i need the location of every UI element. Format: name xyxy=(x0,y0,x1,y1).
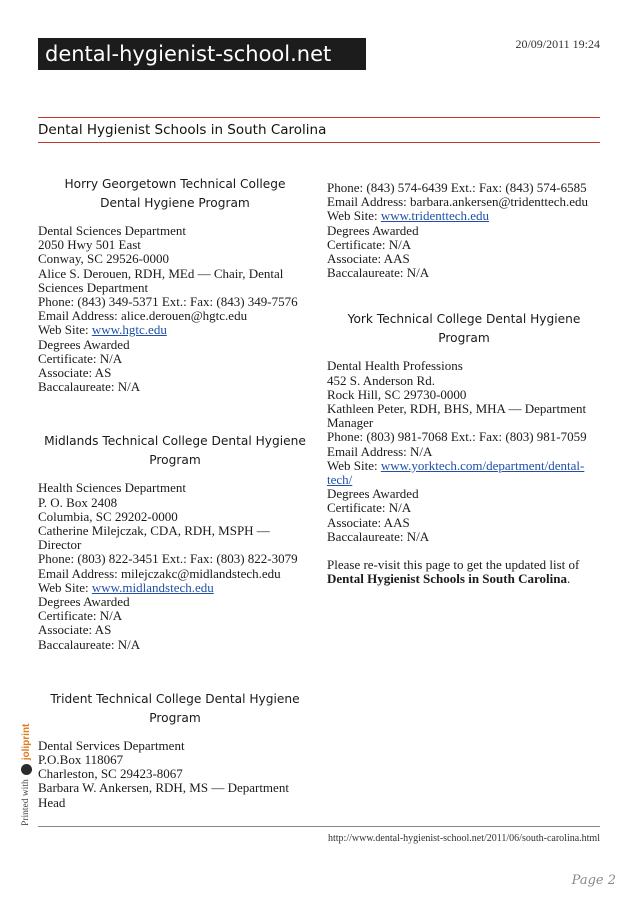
school-phone: Phone: (803) 981-7068 Ext.: Fax: (803) 981-7059 xyxy=(327,429,587,445)
degree-line: Degrees Awarded xyxy=(327,222,419,238)
revisit-note xyxy=(327,558,601,586)
school-website xyxy=(327,459,601,487)
school-line: P. O. Box 2408 xyxy=(38,494,118,510)
note-end: . xyxy=(566,571,571,587)
degree-line: Degrees Awarded xyxy=(327,486,419,502)
school-phone: Phone: (803) 822-3451 Ext.: Fax: (803) 822-3079 xyxy=(38,551,298,567)
school-line: 2050 Hwy 501 East xyxy=(38,237,141,253)
school-contact: Catherine Milejczak, CDA, RDH, MSPH — Director xyxy=(38,523,270,553)
website-label: Web Site: xyxy=(38,322,92,338)
footer-rule xyxy=(38,826,600,827)
school-website xyxy=(38,581,312,595)
website-link[interactable]: www.yorktech.com/department/dental-tech/ xyxy=(327,457,585,488)
school-line: P.O.Box 118067 xyxy=(38,752,124,768)
note-text: Please re-visit this page to get the updated list of xyxy=(327,557,580,573)
school-line: Charleston, SC 29423-8067 xyxy=(38,766,183,782)
school-website xyxy=(38,323,312,337)
print-timestamp: 20/09/2011 19:24 xyxy=(515,37,600,51)
school-line: Conway, SC 29526-0000 xyxy=(38,251,169,267)
degree-line: Certificate: N/A xyxy=(38,350,123,366)
right-column xyxy=(327,181,601,586)
degree-line: Baccalaureate: N/A xyxy=(327,265,430,281)
school-line: Health Sciences Department xyxy=(38,480,186,496)
school-section xyxy=(38,690,312,810)
website-label: Web Site: xyxy=(327,208,381,224)
school-line: Dental Services Department xyxy=(38,737,185,753)
website-link[interactable]: www.hgtc.edu xyxy=(91,322,167,338)
title-rule-top xyxy=(38,117,600,118)
site-logo: dental-hygienist-school.net xyxy=(38,38,366,70)
school-line: Dental Sciences Department xyxy=(38,223,186,238)
school-email: Email Address: alice.derouen@hgtc.edu xyxy=(38,308,248,324)
degree-line: Associate: AS xyxy=(38,622,112,638)
school-email: Email Address: barbara.ankersen@tridenttech.edu xyxy=(327,194,589,210)
school-phone: Phone: (843) 574-6439 Ext.: Fax: (843) 574-6585 xyxy=(327,180,587,195)
printed-with-badge xyxy=(18,686,34,826)
joliprint-brand: joliprint xyxy=(20,723,32,761)
degree-line: Certificate: N/A xyxy=(38,608,123,624)
degree-line: Degrees Awarded xyxy=(38,336,130,352)
degree-line: Certificate: N/A xyxy=(327,236,412,252)
school-email: Email Address: N/A xyxy=(327,443,433,459)
school-line: Rock Hill, SC 29730-0000 xyxy=(327,386,467,402)
website-link[interactable]: www.tridenttech.edu xyxy=(380,208,490,224)
school-section xyxy=(327,310,601,544)
degree-line: Associate: AAS xyxy=(327,251,410,267)
footer-url: http://www.dental-hygienist-school.net/2011/06/south-carolina.html xyxy=(328,833,600,844)
website-label: Web Site: xyxy=(327,457,381,473)
website-link[interactable]: www.midlandstech.edu xyxy=(91,579,214,595)
school-title: Trident Technical College Dental Hygiene Program xyxy=(50,691,300,725)
school-email: Email Address: milejczakc@midlandstech.edu xyxy=(38,565,281,581)
school-website xyxy=(327,209,601,223)
page-number: Page 2 xyxy=(571,873,616,888)
school-section xyxy=(38,175,312,394)
degree-line: Associate: AS xyxy=(38,365,112,381)
page-title: Dental Hygienist Schools in South Carolina xyxy=(38,122,327,138)
school-title: Horry Georgetown Technical College Dental Hygiene Program xyxy=(64,177,286,210)
title-rule-bottom xyxy=(38,142,600,143)
school-line: Dental Health Professions xyxy=(327,358,463,374)
degree-line: Degrees Awarded xyxy=(38,594,130,610)
school-contact: Alice S. Derouen, RDH, MEd — Chair, Dental Sciences Department xyxy=(38,265,284,295)
degree-line: Certificate: N/A xyxy=(327,500,412,516)
school-line: 452 S. Anderson Rd. xyxy=(327,372,435,388)
school-title: York Technical College Dental Hygiene Program xyxy=(347,312,581,346)
school-section xyxy=(38,432,312,651)
school-contact: Barbara W. Ankersen, RDH, MS — Department Head xyxy=(38,780,289,810)
degree-line: Baccalaureate: N/A xyxy=(38,636,141,652)
degree-line: Baccalaureate: N/A xyxy=(38,379,141,395)
degree-line: Associate: AAS xyxy=(327,514,410,530)
note-bold: Dental Hygienist Schools in South Carolina xyxy=(327,571,567,587)
website-label: Web Site: xyxy=(38,579,92,595)
left-column xyxy=(38,175,312,848)
degree-line: Baccalaureate: N/A xyxy=(327,528,430,544)
joliprint-logo-icon xyxy=(21,764,32,775)
school-section-continued xyxy=(327,181,601,280)
school-title: Midlands Technical College Dental Hygiene Program xyxy=(44,434,306,468)
school-contact: Kathleen Peter, RDH, BHS, MHA — Department Manager xyxy=(327,401,587,431)
school-line: Columbia, SC 29202-0000 xyxy=(38,508,178,524)
school-phone: Phone: (843) 349-5371 Ext.: Fax: (843) 349-7576 xyxy=(38,294,298,310)
printed-with-label: Printed with xyxy=(21,779,31,826)
